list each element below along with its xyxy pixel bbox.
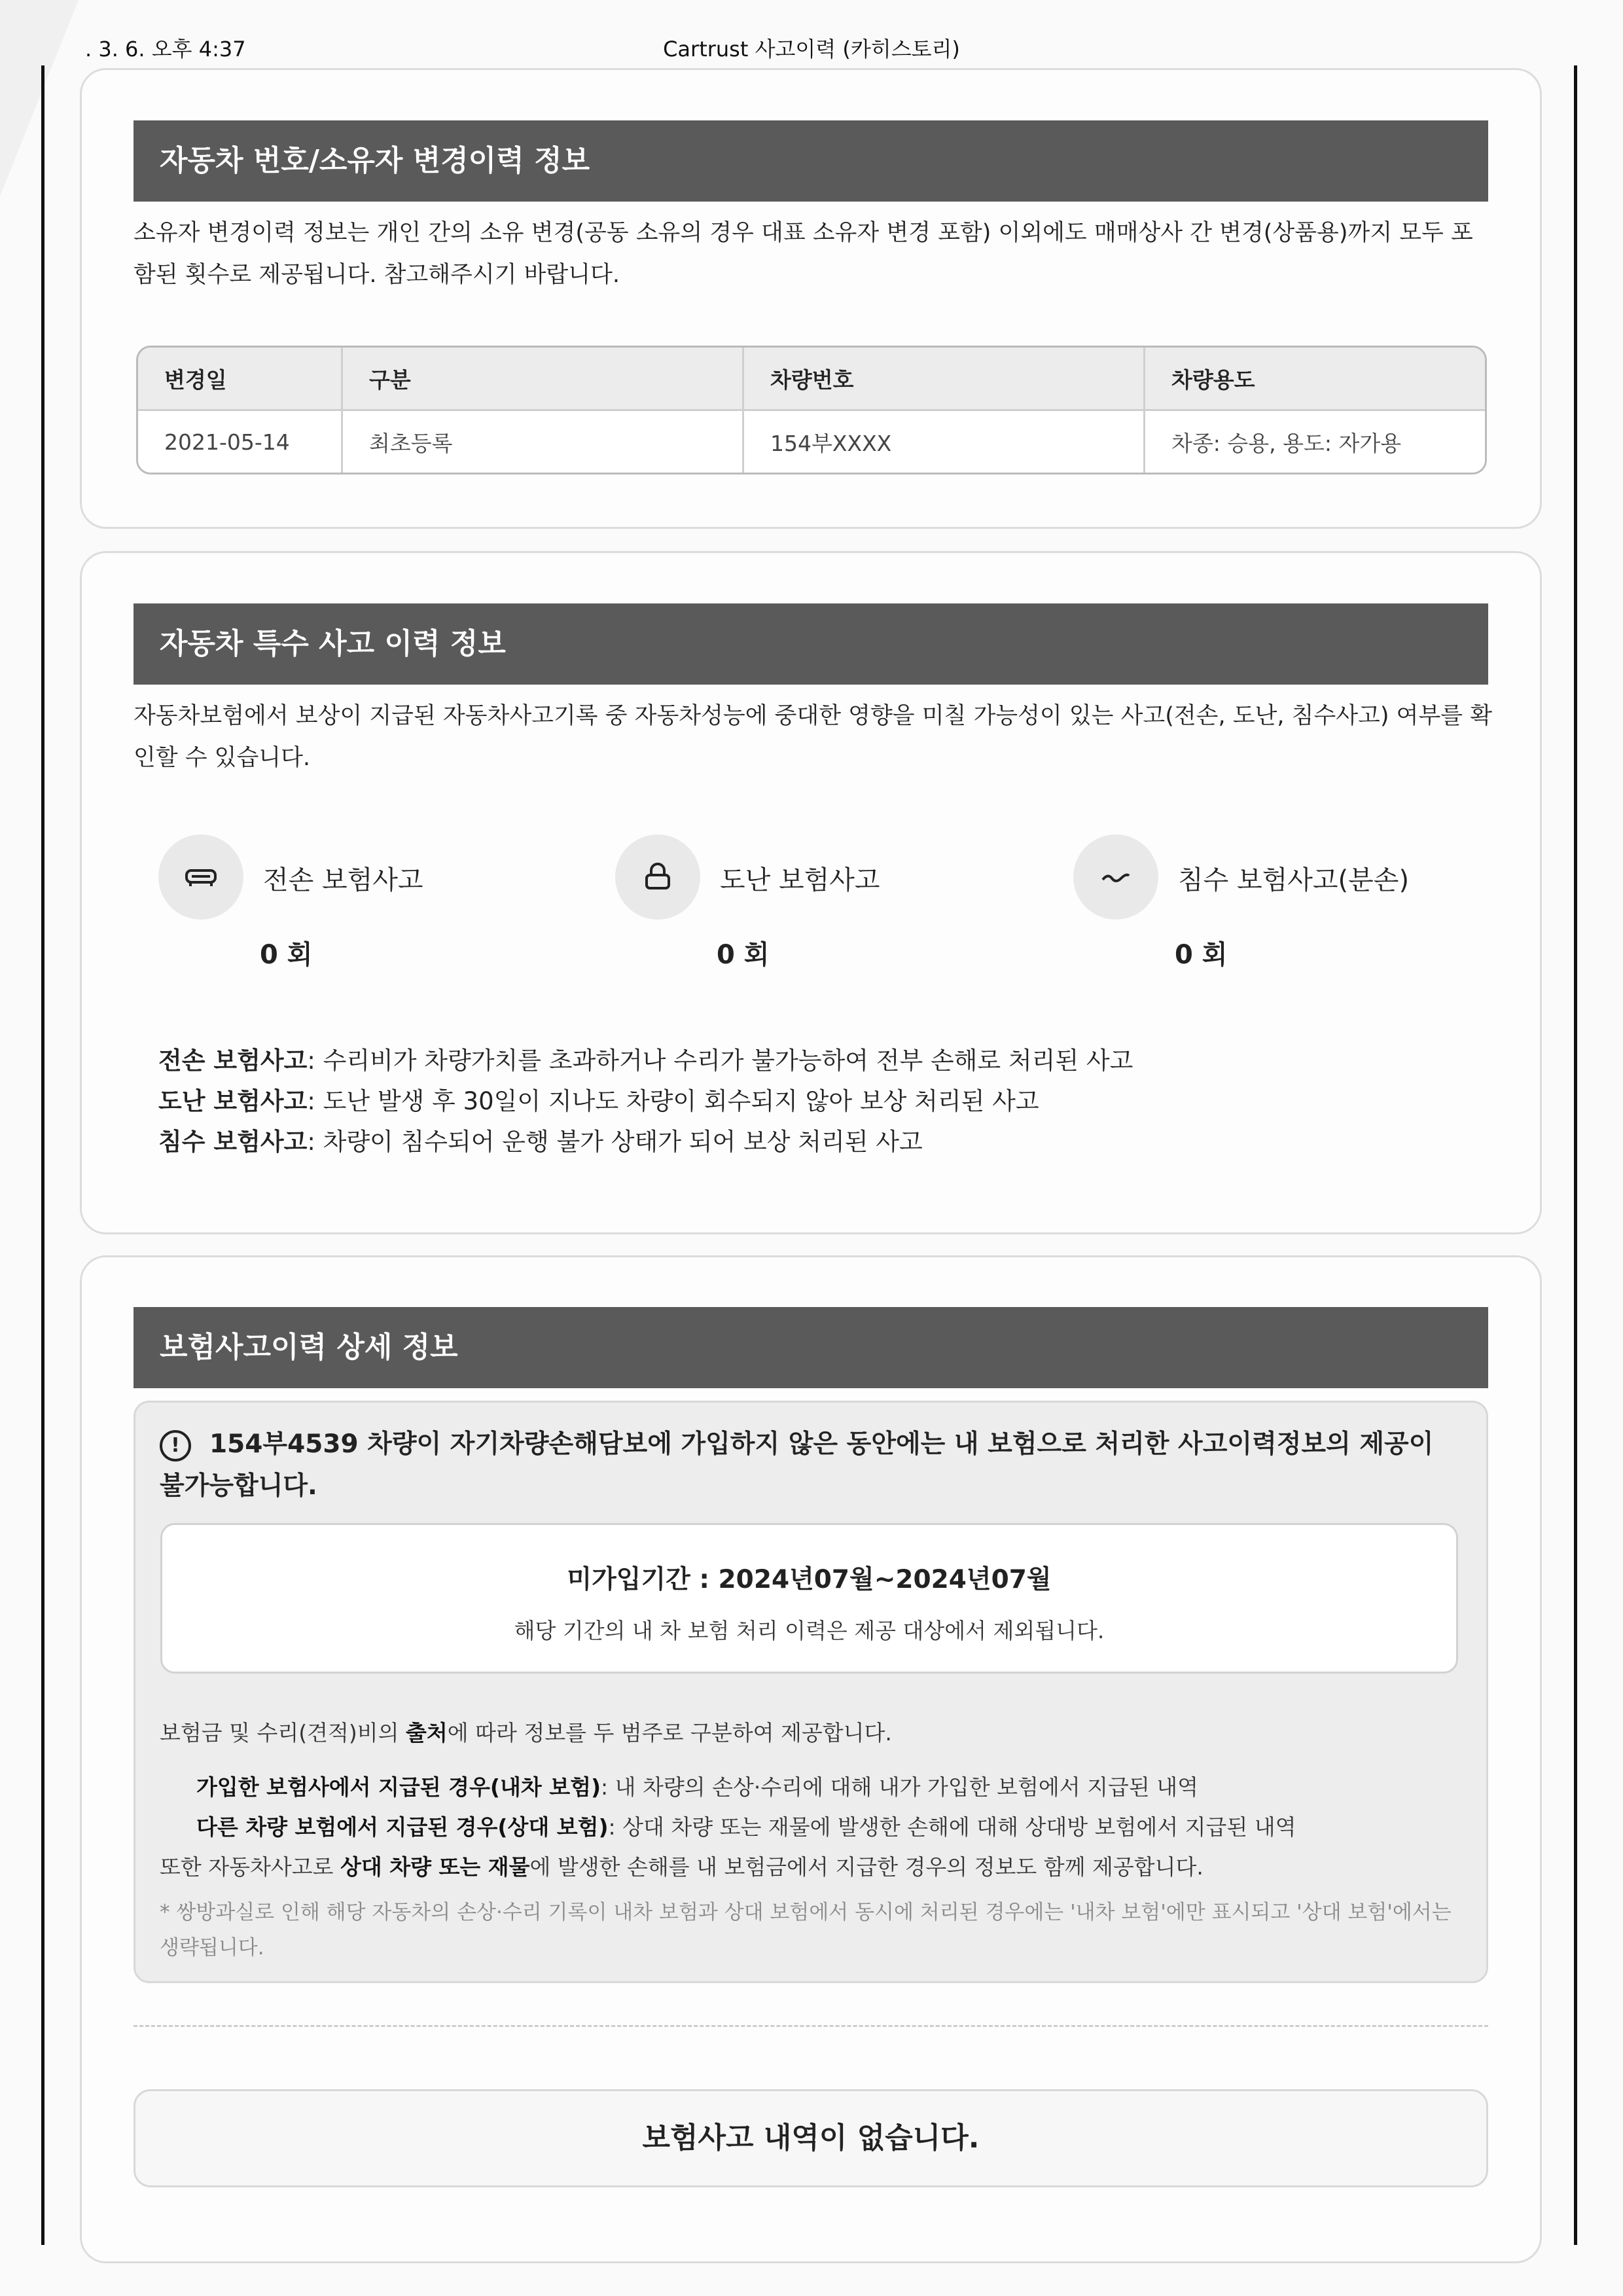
col-date: 변경일: [138, 348, 343, 411]
scan-edge-left: [41, 65, 45, 2245]
footnote: * 쌍방과실로 인해 해당 자동차의 손상·수리 기록이 내차 보험과 상대 보험에서 동시에 처리된 경우에는 '내차 보험'에만 표시되고 '상대 보험'에서는 생략됩니다.: [160, 1901, 1452, 1960]
cell-usage: 차종: 승용, 용도: 자가용: [1145, 411, 1485, 473]
owner-history-table: [136, 346, 1487, 475]
insurance-detail-title: 보험사고이력 상세 정보: [134, 1307, 1488, 1388]
uninsured-period: 미가입기간 : 2024년07월~2024년07월: [567, 1565, 1052, 1594]
wave-icon: [1073, 834, 1158, 920]
print-title: Cartrust 사고이력 (카히스토리): [663, 37, 960, 62]
scan-edge-right: [1574, 65, 1577, 2245]
def-theft: 도난 보험사고: 도난 발생 후 30일이 지나도 차량이 회수되지 않아 보상 처리된 사고: [158, 1087, 1039, 1115]
total-loss-label: 전손 보험사고: [263, 865, 423, 895]
total-loss-count: 0 회: [260, 940, 313, 970]
theft-count: 0 회: [717, 940, 770, 970]
alert-icon: !: [160, 1430, 191, 1462]
def-total-loss: 전손 보험사고: 수리비가 차량가치를 초과하거나 수리가 불가능하여 전부 손해로 처리된 사고: [158, 1047, 1133, 1075]
page-fold: [0, 0, 79, 196]
special-accident-title: 자동차 특수 사고 이력 정보: [134, 603, 1488, 685]
divider: [134, 2025, 1488, 2027]
category-other-insurance: 다른 차량 보험에서 지급된 경우(상대 보험): 상대 차량 또는 재물에 발생한 손해에 대해 상대방 보험에서 지급된 내역: [196, 1814, 1296, 1840]
category-own-insurance: 가입한 보험사에서 지급된 경우(내차 보험): 내 차량의 손상·수리에 대해 내가 가입한 보험에서 지급된 내역: [196, 1774, 1199, 1800]
col-usage: 차량용도: [1145, 348, 1485, 411]
car-icon: [158, 834, 243, 920]
owner-history-desc: 소유자 변경이력 정보는 개인 간의 소유 변경(공동 소유의 경우 대표 소유자 변경 포함) 이외에도 매매상사 간 변경(상품용)까지 모두 포함된 횟수로 제공됩니다. 참고해주시기 바랍니다.: [134, 220, 1473, 288]
category-basis: 보험금 및 수리(견적)비의 출처에 따라 정보를 두 범주로 구분하여 제공합니다.: [160, 1720, 892, 1746]
theft-label: 도난 보험사고: [720, 865, 880, 895]
uninsured-period-box: [160, 1523, 1458, 1674]
owner-history-title: 자동차 번호/소유자 변경이력 정보: [134, 120, 1488, 202]
flood-count: 0 회: [1175, 940, 1228, 970]
cell-type: 최초등록: [343, 411, 744, 473]
category-also: 또한 자동차사고로 상대 차량 또는 재물에 발생한 손해를 내 보험금에서 지급한 경우의 정보도 함께 제공합니다.: [160, 1854, 1204, 1880]
col-plate: 차량번호: [744, 348, 1145, 411]
cell-plate: 154부XXXX: [744, 411, 1145, 473]
no-accident-message: 보험사고 내역이 없습니다.: [134, 2089, 1488, 2187]
table-row: [138, 411, 1485, 473]
col-type: 구분: [343, 348, 744, 411]
def-flood: 침수 보험사고: 차량이 침수되어 운행 불가 상태가 되어 보상 처리된 사고: [158, 1128, 923, 1156]
special-accident-desc: 자동차보험에서 보상이 지급된 자동차사고기록 중 자동차성능에 중대한 영향을 미칠 가능성이 있는 사고(전손, 도난, 침수사고) 여부를 확인할 수 있습니다.: [134, 703, 1492, 771]
cell-date: 2021-05-14: [138, 411, 343, 473]
table-header-row: [138, 348, 1485, 411]
print-date: . 3. 6. 오후 4:37: [85, 37, 246, 62]
uninsured-notice: ! 154부4539 차량이 자기차량손해담보에 가입하지 않은 동안에는 내 보험으로 처리한 사고이력정보의 제공이 불가능합니다.: [160, 1429, 1434, 1501]
flood-label: 침수 보험사고(분손): [1178, 865, 1410, 895]
uninsured-period-note: 해당 기간의 내 차 보험 처리 이력은 제공 대상에서 제외됩니다.: [514, 1618, 1105, 1643]
lock-icon: [615, 834, 700, 920]
